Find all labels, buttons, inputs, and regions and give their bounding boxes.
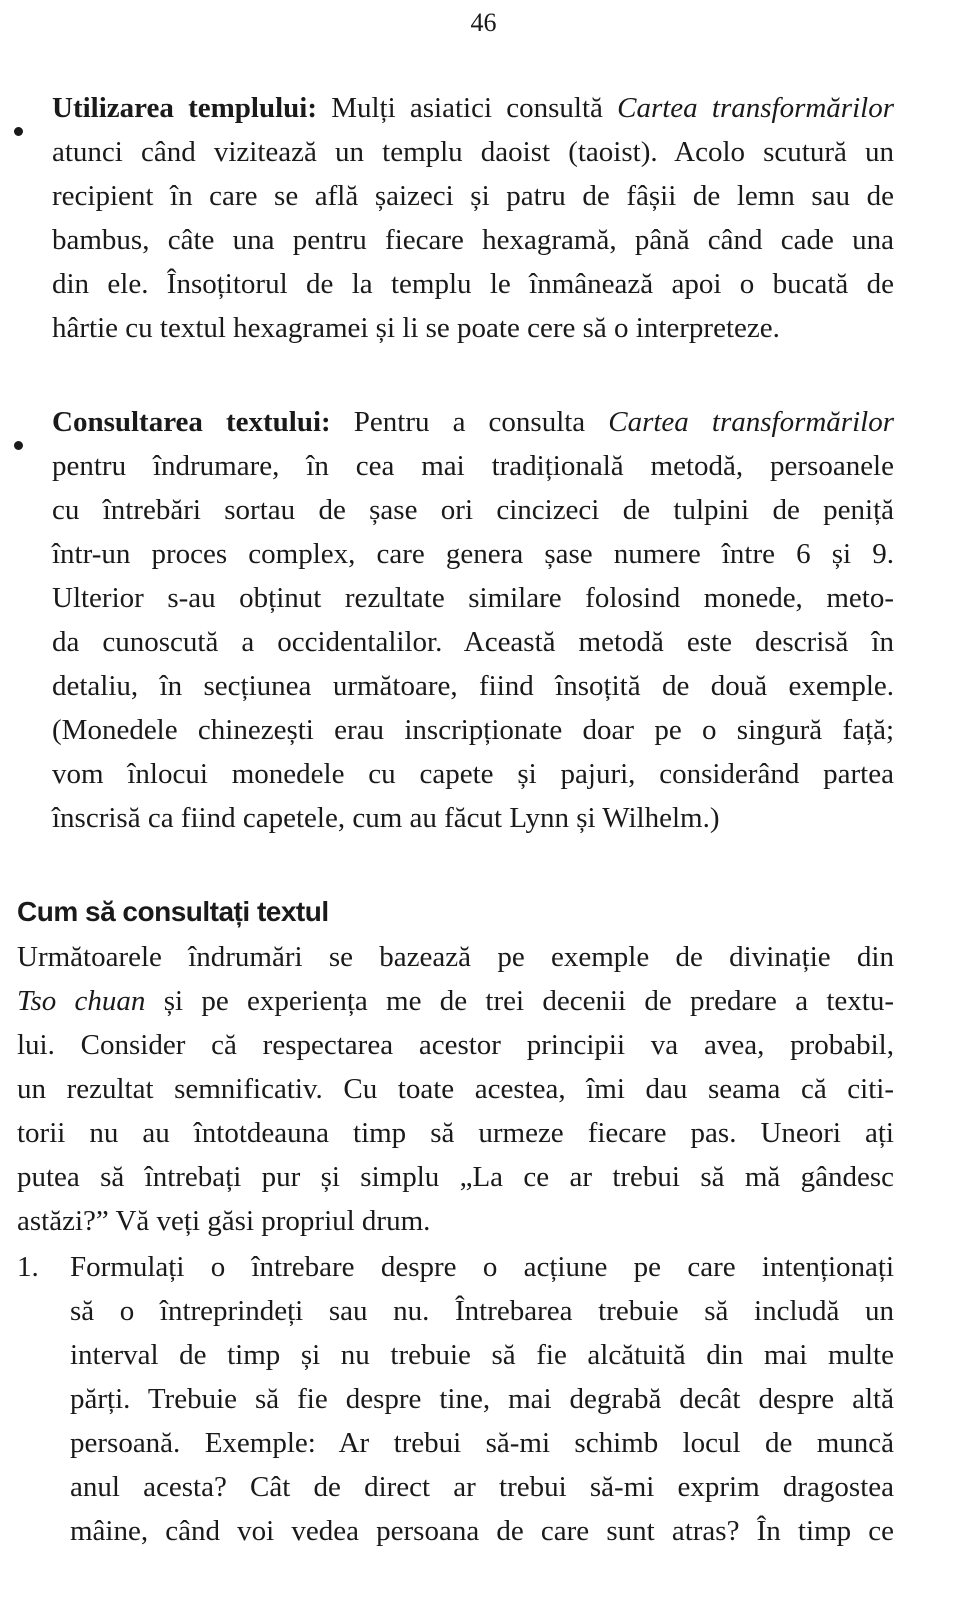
text-line: detaliu, în secțiunea următoare, fiind însoțită de două exemple.: [52, 670, 894, 702]
text-line: Formulați o întrebare despre o acțiune pe care intenționați: [70, 1251, 894, 1283]
text-line: mâine, când voi vedea persoana de care sunt atras? În timp ce: [70, 1515, 894, 1547]
text-line: putea să întrebați pur și simplu „La ce ar trebui să mă gândesc: [17, 1161, 894, 1193]
text-line: un rezultat semnificativ. Cu toate acestea, îmi dau seama că citi-: [17, 1073, 894, 1105]
bullet-label: Consultarea textului:: [52, 406, 331, 438]
text-line: cu întrebări sortau de șase ori cincizeci de tulpini de peniță: [52, 494, 894, 526]
bullet-dot-icon: [14, 127, 23, 136]
text-line: interval de timp și nu trebuie să fie alcătuită din mai multe: [70, 1339, 894, 1371]
item-number: 1.: [17, 1251, 39, 1283]
book-title: Cartea transformărilor: [608, 406, 894, 438]
page-number: 46: [470, 8, 497, 37]
text-line: vom înlocui monedele cu capete și pajuri, considerând partea: [52, 758, 894, 790]
section-heading: Cum să consultați textul: [17, 896, 329, 927]
bullet-label: Utilizarea templului:: [52, 92, 317, 124]
text-line: torii nu au întotdeauna timp să urmeze fiecare pas. Uneori ați: [17, 1117, 894, 1149]
text-line: bambus, câte una pentru fiecare hexagramă, până când cade una: [52, 224, 894, 256]
text-line: să o întreprindeți sau nu. Întrebarea trebuie să includă un: [70, 1295, 894, 1327]
text-line: părți. Trebuie să fie despre tine, mai degrabă decât despre altă: [70, 1383, 894, 1415]
text-line: [52, 400, 894, 444]
text-line: recipient în care se află șaizeci și patru de fâșii de lemn sau de: [52, 180, 894, 212]
text-line: anul acesta? Cât de direct ar trebui să-mi exprim dragostea: [70, 1471, 894, 1503]
bullet-dot-icon: [14, 441, 23, 450]
text-line: lui. Consider că respectarea acestor principii va avea, probabil,: [17, 1029, 894, 1061]
text-line: din ele. Însoțitorul de la templu le înmânează apoi o bucată de: [52, 268, 894, 300]
text-line: [52, 86, 894, 130]
text-span: Mulți asiatici consultă: [316, 92, 618, 124]
text-line: Următoarele îndrumări se bazează pe exemple de divinație din: [17, 941, 894, 973]
text-line: (Monedele chinezești erau inscripționate doar pe o singură față;: [52, 714, 894, 746]
text-line: Ulterior s-au obținut rezultate similare folosind monede, meto-: [52, 582, 894, 614]
text-line: atunci când vizitează un templu daoist (taoist). Acolo scutură un: [52, 136, 894, 168]
text-line: astăzi?” Vă veți găsi propriul drum.: [17, 1205, 431, 1237]
text-line: într-un proces complex, care genera șase numere între 6 și 9.: [52, 538, 894, 570]
text-span: Pentru a consulta: [330, 406, 609, 438]
text-line: înscrisă ca fiind capetele, cum au făcut Lynn și Wilhelm.): [52, 802, 720, 834]
text-line: [17, 979, 894, 1023]
source-title: Tso chuan: [17, 985, 146, 1017]
text-line: da cunoscută a occidentalilor. Această metodă este descrisă în: [52, 626, 894, 658]
book-title: Cartea transformărilor: [617, 92, 894, 124]
text-span: și pe experiența me de trei decenii de predare a textu-: [145, 985, 895, 1017]
text-line: pentru îndrumare, în cea mai tradițională metodă, persoanele: [52, 450, 894, 482]
text-line: hârtie cu textul hexagramei și li se poate cere să o interpreteze.: [52, 312, 780, 344]
text-line: persoană. Exemple: Ar trebui să-mi schimb locul de muncă: [70, 1427, 894, 1459]
